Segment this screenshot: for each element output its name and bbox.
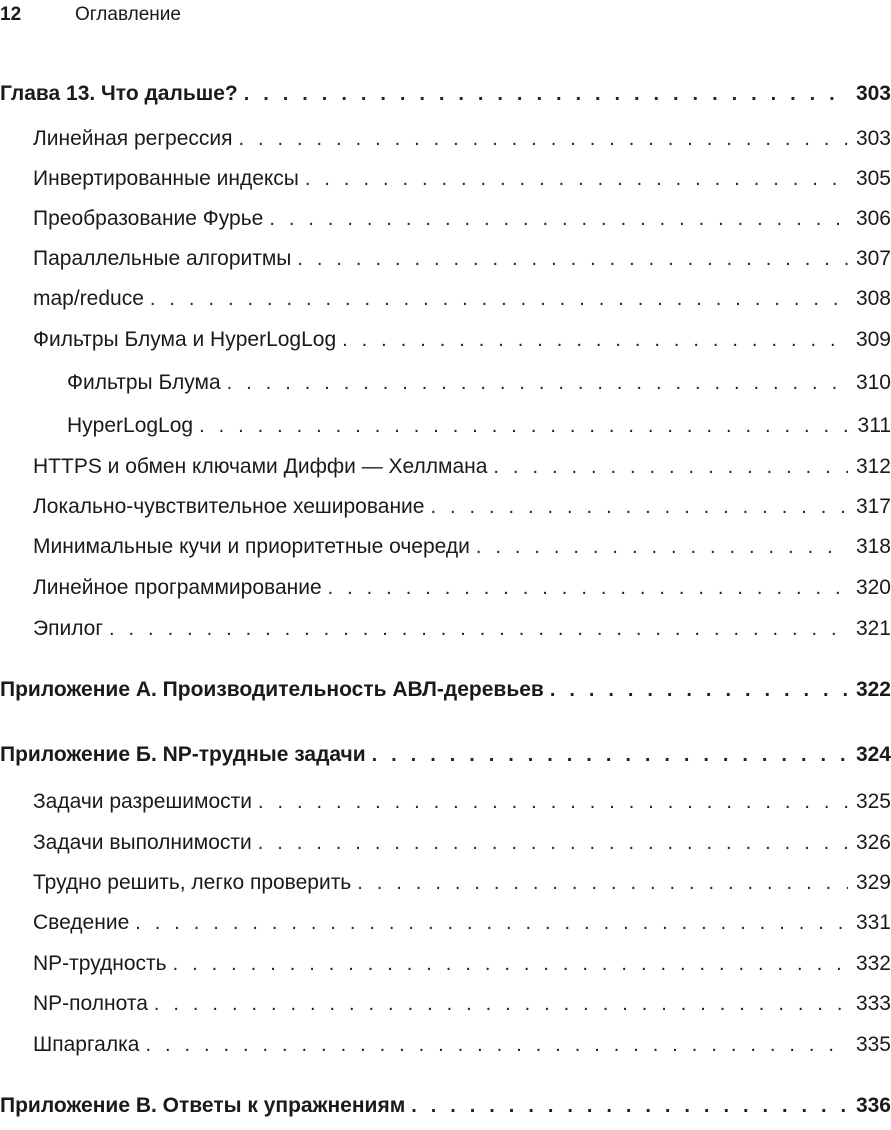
toc-entry-page: 310	[855, 371, 891, 394]
toc-entry-title: Приложение В. Ответы к упражнениям	[0, 1094, 406, 1117]
toc-entry-title: Фильтры Блума	[67, 371, 221, 394]
dot-leader	[297, 249, 848, 269]
toc-entry-title: HyperLogLog	[67, 414, 194, 437]
toc-entry-title: Эпилог	[33, 617, 104, 640]
dot-leader	[430, 497, 848, 517]
toc-section-entry	[0, 535, 891, 571]
toc-entry-page: 311	[857, 414, 891, 437]
toc-subsection-entry	[0, 371, 891, 407]
toc-entry-title: Фильтры Блума и HyperLogLog	[33, 328, 337, 351]
dot-leader	[357, 873, 848, 893]
dot-leader	[550, 680, 848, 700]
toc-entry-title: Приложение Б. NP-трудные задачи	[0, 743, 366, 766]
dot-leader	[135, 913, 848, 933]
toc-entry-page: 305	[855, 167, 891, 190]
dot-leader	[227, 373, 848, 393]
toc-entry-title: Трудно решить, легко проверить	[33, 871, 352, 894]
toc-entry-page: 320	[855, 576, 891, 599]
dot-leader	[258, 792, 848, 812]
toc-section-entry	[0, 576, 891, 612]
dot-leader	[238, 129, 847, 149]
dot-leader	[244, 84, 848, 104]
page-number: 12	[0, 4, 22, 25]
toc-section-entry	[0, 992, 891, 1028]
toc-subsection-entry	[0, 414, 891, 450]
toc-entry-page: 303	[855, 127, 891, 150]
toc-entry-title: Линейная регрессия	[33, 127, 233, 150]
toc-entry-title: Линейное программирование	[33, 576, 322, 599]
toc-entry-page: 326	[855, 831, 891, 854]
toc-section-entry	[0, 207, 891, 243]
toc-entry-page: 335	[855, 1033, 891, 1056]
toc-entry-page: 307	[855, 247, 891, 270]
toc-section-entry	[0, 617, 891, 653]
toc-section-entry	[0, 247, 891, 283]
toc-entry-title: NP-трудность	[33, 952, 167, 975]
toc-entry-title: Инвертированные индексы	[33, 167, 299, 190]
toc-entry-page: 318	[855, 535, 891, 558]
dot-leader	[154, 994, 848, 1014]
running-head: Оглавление	[75, 4, 181, 25]
toc-entry-title: Глава 13. Что дальше?	[0, 82, 238, 105]
dot-leader	[150, 289, 848, 309]
dot-leader	[476, 537, 848, 557]
toc-entry-page: 324	[855, 743, 891, 766]
toc-section-entry	[0, 495, 891, 531]
toc-entry-title: Сведение	[33, 911, 130, 934]
toc-entry-title: NP-полнота	[33, 992, 148, 1015]
toc-entry-title: Задачи разрешимости	[33, 790, 252, 813]
dot-leader	[145, 1035, 848, 1055]
toc-entry-page: 325	[855, 790, 891, 813]
dot-leader	[493, 457, 848, 477]
toc-section-entry	[0, 871, 891, 907]
dot-leader	[173, 954, 848, 974]
toc-entry-page: 331	[855, 911, 891, 934]
dot-leader	[342, 330, 848, 350]
toc-entry-page: 329	[855, 871, 891, 894]
dot-leader	[372, 745, 848, 765]
toc-entry-title: Параллельные алгоритмы	[33, 247, 292, 270]
toc-entry-page: 336	[855, 1094, 891, 1117]
toc-entry-title: Локально-чувствительное хеширование	[33, 495, 425, 518]
toc-entry-page: 322	[855, 678, 891, 701]
toc-entry-title: map/reduce	[33, 287, 144, 310]
toc-section-entry	[0, 287, 891, 323]
toc-section-entry	[0, 952, 891, 988]
toc-chapter-entry	[0, 678, 891, 714]
dot-leader	[258, 833, 848, 853]
dot-leader	[109, 619, 848, 639]
toc-section-entry	[0, 167, 891, 203]
toc-section-entry	[0, 831, 891, 867]
toc-entry-title: Минимальные кучи и приоритетные очереди	[33, 535, 470, 558]
toc-entry-page: 321	[855, 617, 891, 640]
toc-entry-title: Приложение А. Производительность АВЛ-деревьев	[0, 678, 544, 701]
toc-entry-title: Преобразование Фурье	[33, 207, 264, 230]
dot-leader	[269, 209, 848, 229]
toc-entry-page: 306	[855, 207, 891, 230]
dot-leader	[305, 169, 848, 189]
toc-entry-page: 303	[855, 82, 891, 105]
dot-leader	[328, 578, 848, 598]
toc-entry-page: 333	[855, 992, 891, 1015]
dot-leader	[199, 416, 849, 436]
toc-chapter-entry	[0, 1094, 891, 1130]
toc-entry-title: HTTPS и обмен ключами Диффи — Хеллмана	[33, 455, 488, 478]
toc-entry-title: Задачи выполнимости	[33, 831, 252, 854]
dot-leader	[411, 1096, 848, 1116]
toc-section-entry	[0, 127, 891, 163]
toc-entry-page: 332	[855, 952, 891, 975]
toc-section-entry	[0, 911, 891, 947]
toc-chapter-entry	[0, 743, 891, 779]
toc-entry-page: 312	[855, 455, 891, 478]
toc-entry-page: 308	[855, 287, 891, 310]
toc-section-entry	[0, 1033, 891, 1069]
toc-section-entry	[0, 790, 891, 826]
toc-entry-page: 309	[855, 328, 891, 351]
toc-entry-page: 317	[855, 495, 891, 518]
toc-section-entry	[0, 455, 891, 491]
toc-entry-title: Шпаргалка	[33, 1033, 140, 1056]
toc-section-entry	[0, 328, 891, 364]
toc-chapter-entry	[0, 82, 891, 118]
